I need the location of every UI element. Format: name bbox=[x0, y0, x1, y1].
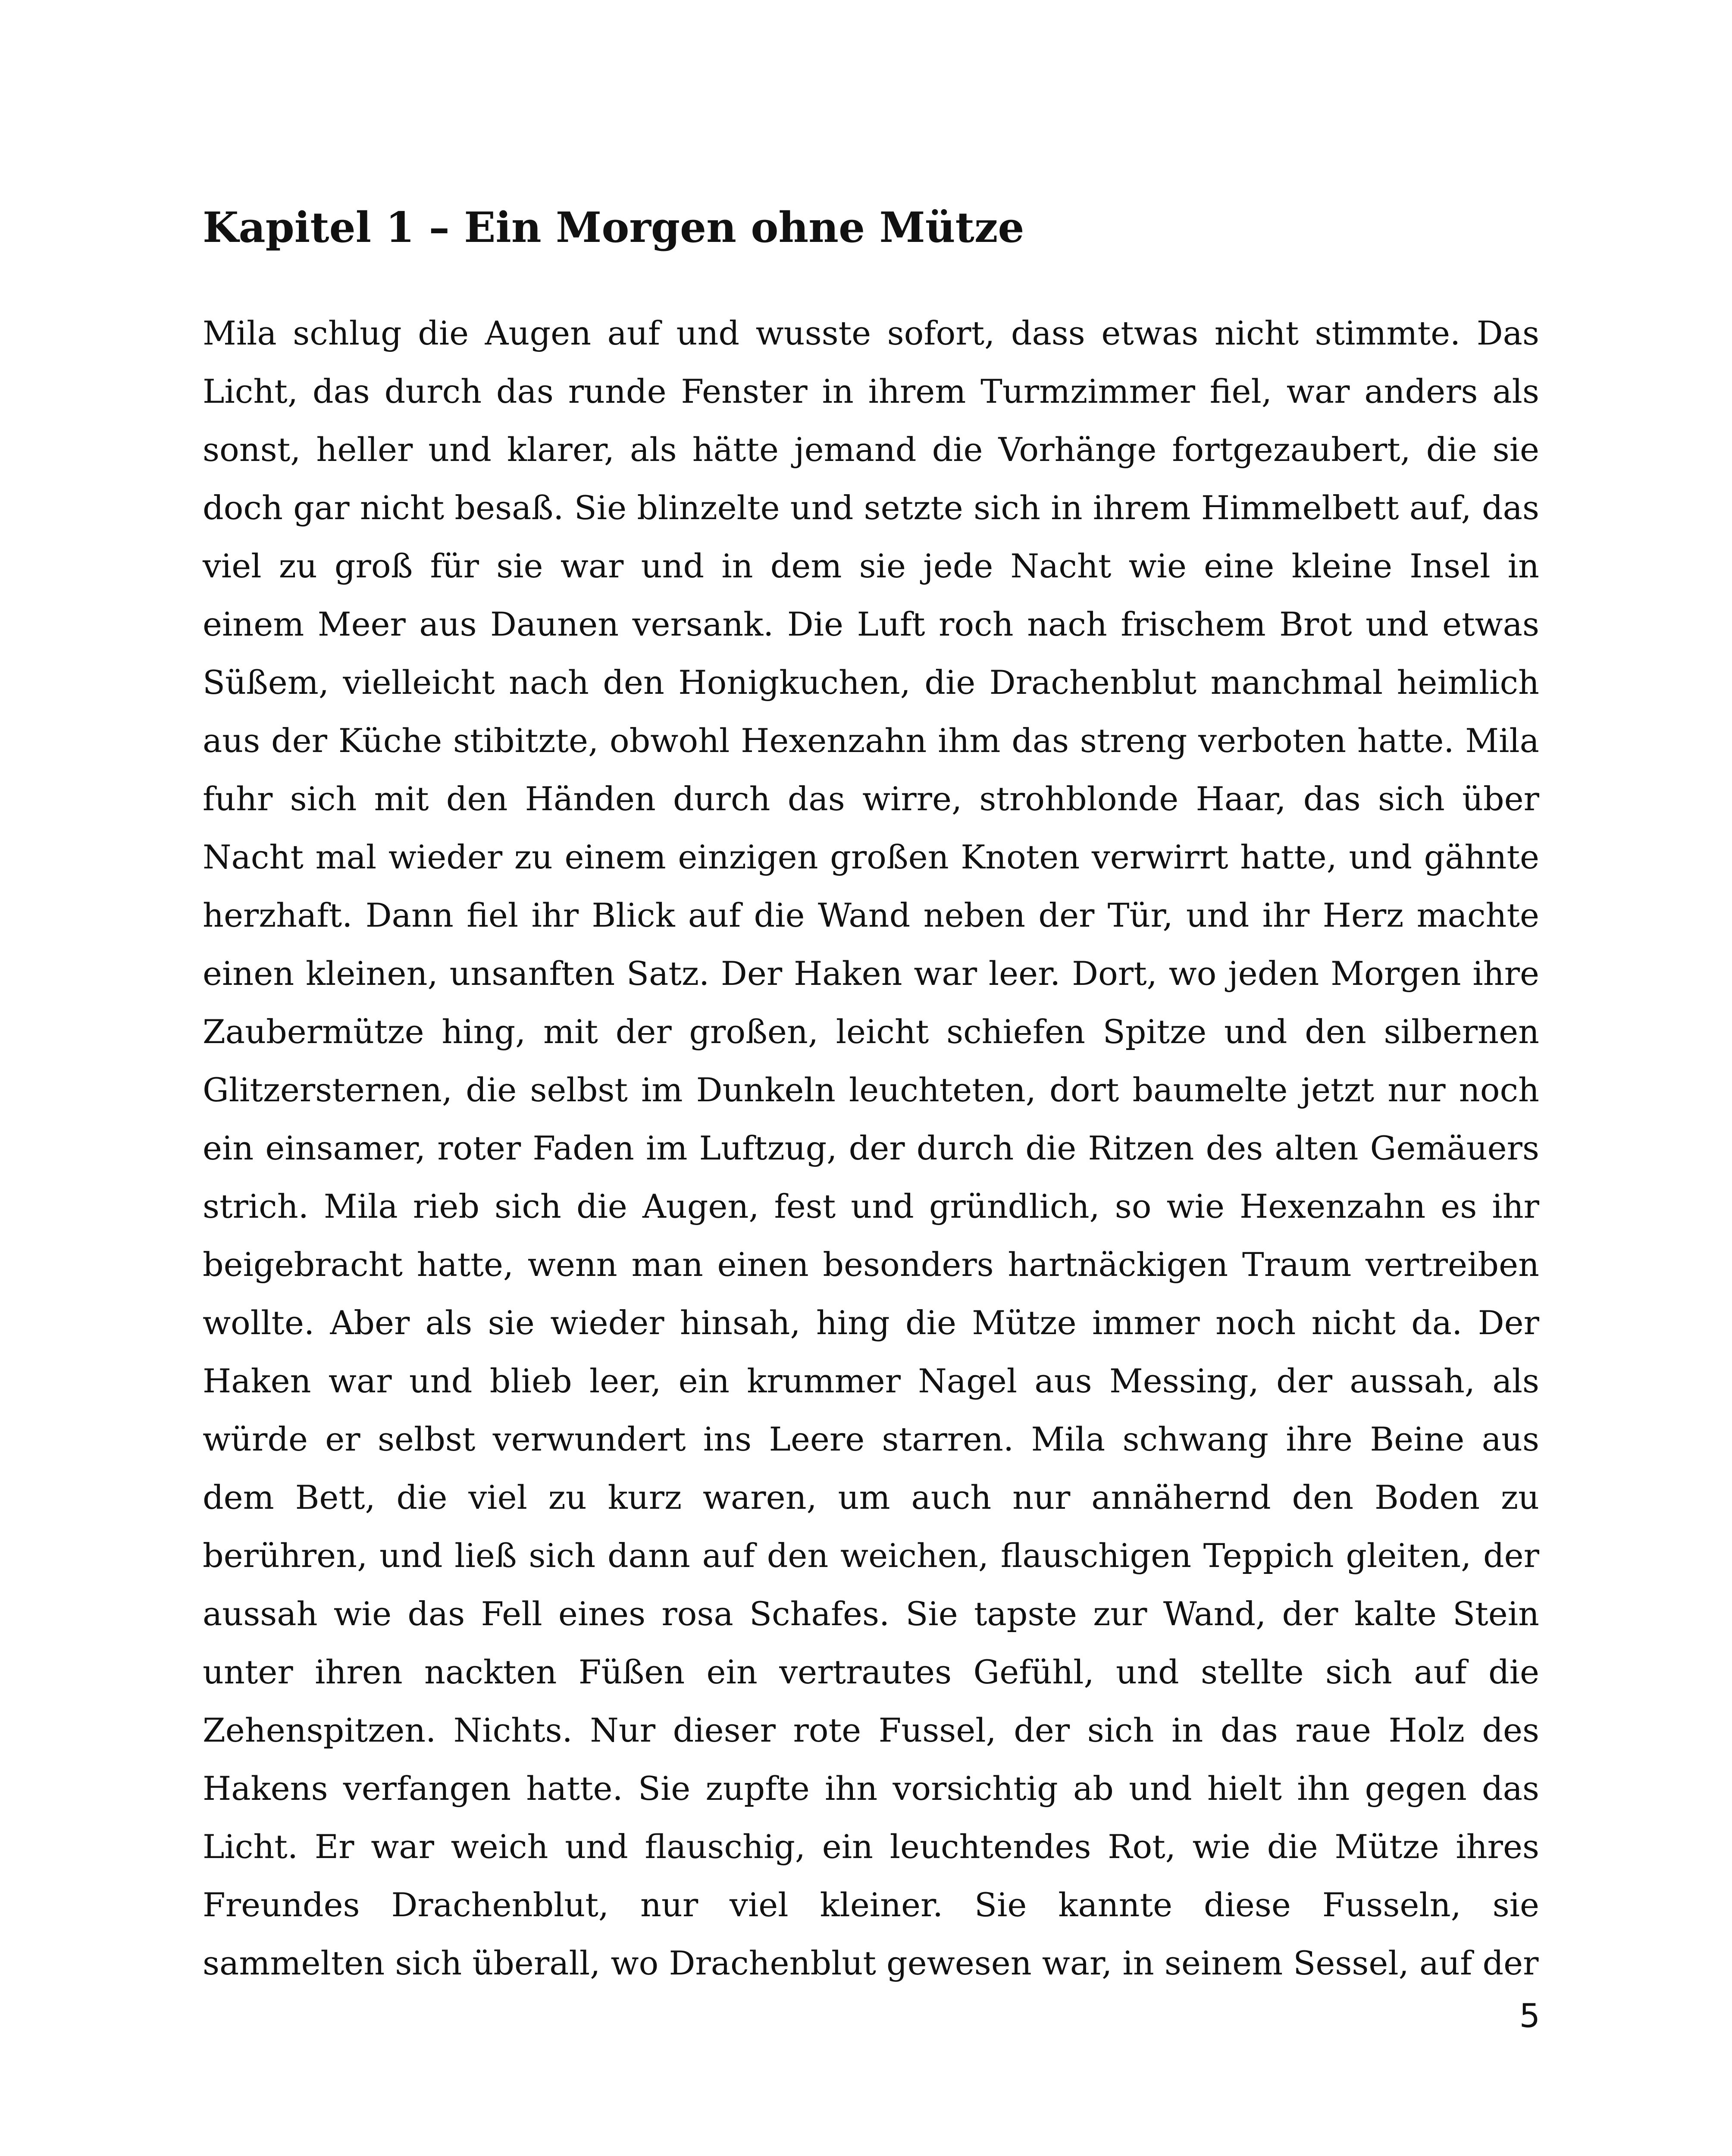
chapter-title: Kapitel 1 – Ein Morgen ohne Mütze bbox=[203, 203, 1024, 252]
body-paragraph: Mila schlug die Augen auf und wusste sofort, dass etwas nicht stimmte. Das Licht, das durch das runde Fenster in ihrem Turmzimmer fiel, war anders als sonst, heller und klarer, als hätte jemand die Vorhänge fortgezaubert, die sie doch gar nicht besaß. Sie blinzelte und setzte sich in ihrem Himmelbett auf, das viel zu groß für sie war und in dem sie jede Nacht wie eine kleine Insel in einem Meer aus Daunen versank. Die Luft roch nach frischem Brot und etwas Süßem, vielleicht nach den Honigkuchen, die Drachenblut manchmal heimlich aus der Küche stibitzte, obwohl Hexenzahn ihm das streng verboten hatte. Mila fuhr sich mit den Händen durch das wirre, strohblonde Haar, das sich über Nacht mal wieder zu einem einzigen großen Knoten verwirrt hatte, und gähnte herzhaft. Dann fiel ihr Blick auf die Wand neben der Tür, und ihr Herz machte einen kleinen, unsanften Satz. Der Haken war leer. Dort, wo jeden Morgen ihre Zaubermütze hing, mit der großen, leicht schiefen Spitze und den silbernen Glitzersternen, die selbst im Dunkeln leuchteten, dort baumelte jetzt nur noch ein einsamer, roter Faden im Luftzug, der durch die Ritzen des alten Gemäuers strich. Mila rieb sich die Augen, fest und gründlich, so wie Hexenzahn es ihr beigebracht hatte, wenn man einen besonders hartnäckigen Traum vertreiben wollte. Aber als sie wieder hinsah, hing die Mütze immer noch nicht da. Der Haken war und blieb leer, ein krummer Nagel aus Messing, der aussah, als würde er selbst verwundert ins Leere starren. Mila schwang ihre Beine aus dem Bett, die viel zu kurz waren, um auch nur annähernd den Boden zu berühren, und ließ sich dann auf den weichen, flauschigen Teppich gleiten, der aussah wie das Fell eines rosa Schafes. Sie tapste zur Wand, der kalte Stein unter ihren nackten Füßen ein vertrautes Gefühl, und stellte sich auf die Zehenspitzen. Nichts. Nur dieser rote Fussel, der sich in das raue Holz des Hakens verfangen hatte. Sie zupfte ihn vorsichtig ab und hielt ihn gegen das Licht. Er war weich und flauschig, ein leuchtendes Rot, wie die Mütze ihres Freundes Drachenblut, nur viel kleiner. Sie kannte diese Fusseln, sie sammelten sich überall, wo Drachenblut gewesen war, in seinem Sessel, auf der bbox=[203, 314, 1539, 1983]
page-number: 5 bbox=[1519, 1996, 1540, 2035]
page-content bbox=[203, 203, 1539, 1992]
